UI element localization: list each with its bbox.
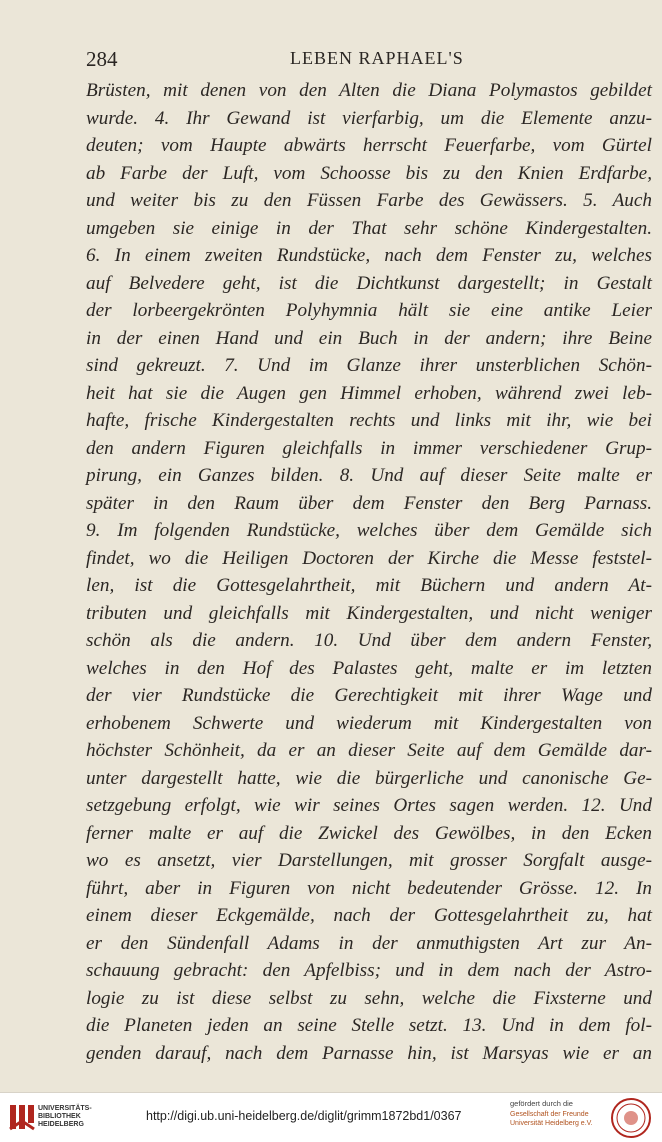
text-line: welches in den Hof des Palastes geht, malte er im letzten — [86, 657, 652, 679]
body-text — [86, 77, 652, 1067]
sponsor-label: gefördert durch die — [510, 1099, 573, 1108]
text-line: ferner malte er auf die Zwickel des Gewölbes, in den Ecken — [86, 822, 652, 844]
text-line: erhobenem Schwerte und wiederum mit Kindergestalten von — [86, 712, 652, 734]
library-name: UNIVERSITÄTS- BIBLIOTHEK HEIDELBERG — [38, 1105, 92, 1128]
text-line: ab Farbe der Luft, vom Schoosse bis zu den Knien Erdfarbe, — [86, 162, 652, 184]
text-line: einem dieser Eckgemälde, nach der Gottesgelahrtheit zu, hat — [86, 905, 652, 926]
text-line: 9. Im folgenden Rundstücke, welches über dem Gemälde sich — [86, 520, 652, 541]
text-line: heit hat sie die Augen gen Himmel erhoben, während zwei leb- — [86, 382, 652, 404]
text-line: logie zu ist diese selbst zu sehn, welche die Fixsterne und — [86, 987, 652, 1009]
text-line: deuten; vom Haupte abwärts herrscht Feuerfarbe, vom Gürtel — [86, 135, 652, 156]
text-line: in der einen Hand und ein Buch in der andern; ihre Beine — [86, 327, 652, 349]
text-line: führt, aber in Figuren von nicht bedeutender Grösse. 12. In — [86, 877, 652, 899]
text-line: 6. In einem zweiten Rundstücke, nach dem Fenster zu, welches — [86, 245, 652, 266]
page-number: 284 — [86, 47, 118, 71]
text-line: Brüsten, mit denen von den Alten die Diana Polymastos gebildet — [86, 80, 652, 101]
text-line: der lorbeergekrönten Polyhymnia hält sie eine antike Leier — [86, 300, 652, 321]
text-line: umgeben sie einige in der That sehr schöne Kindergestalten. — [86, 217, 652, 239]
text-line: hafte, frische Kindergestalten rechts und links mit ihr, wie bei — [86, 410, 652, 431]
sponsor-name: Gesellschaft der Freunde Universität Heidelberg e.V. — [510, 1111, 593, 1127]
text-line: tributen und gleichfalls mit Kindergestalten, und nicht weniger — [86, 602, 652, 624]
text-line: später in den Raum über dem Fenster den Berg Parnass. — [86, 492, 652, 514]
text-line: auf Belvedere geht, ist die Dichtkunst dargestellt; in Gestalt — [86, 272, 652, 294]
text-line: pirung, ein Ganzes bilden. 8. Und auf dieser Seite malte er — [86, 465, 652, 486]
text-line: sind gekreuzt. 7. Und im Glanze ihrer unsterblichen Schön- — [86, 355, 652, 376]
running-head: LEBEN RAPHAEL'S — [290, 48, 464, 68]
ub-heidelberg-logo-icon — [8, 1101, 36, 1133]
text-line: höchster Schönheit, da er an dieser Seite auf dem Gemälde dar- — [86, 740, 652, 761]
text-line: setzgebung erfolgt, wie wir seines Ortes sagen werden. 12. Und — [86, 795, 652, 816]
text-line: wo es ansetzt, vier Darstellungen, mit grosser Sorgfalt ausge- — [86, 850, 652, 871]
text-line: den andern Figuren gleichfalls in immer verschiedener Grup- — [86, 437, 652, 459]
viewer-footer — [0, 1092, 662, 1142]
text-line: und weiter bis zu den Füssen Farbe des Gewässers. 5. Auch — [86, 190, 652, 211]
text-line: len, ist die Gottesgelahrtheit, mit Büchern und andern At- — [86, 575, 652, 596]
text-line: er den Sündenfall Adams in der anmuthigsten Art zur An- — [86, 932, 652, 954]
text-line: der vier Rundstücke die Gerechtigkeit mit ihrer Wage und — [86, 685, 652, 706]
text-line: findet, wo die Heiligen Doctoren der Kirche die Messe feststel- — [86, 547, 652, 569]
text-line: unter dargestellt hatte, wie die bürgerliche und canonische Ge- — [86, 767, 652, 789]
university-seal-icon — [610, 1097, 652, 1139]
text-line: wurde. 4. Ihr Gewand ist vierfarbig, um die Elemente anzu- — [86, 107, 652, 129]
text-line: schauung gebracht: den Apfelbiss; und in dem nach der Astro- — [86, 960, 652, 981]
text-line: schön als die andern. 10. Und über dem andern Fenster, — [86, 630, 652, 651]
text-line: die Planeten jeden an seine Stelle setzt. 13. Und in dem fol- — [86, 1015, 652, 1036]
text-line: genden darauf, nach dem Parnasse hin, ist Marsyas wie er an — [86, 1042, 652, 1064]
permalink-url[interactable]: http://digi.ub.uni-heidelberg.de/diglit/grimm1872bd1/0367 — [146, 1109, 462, 1123]
